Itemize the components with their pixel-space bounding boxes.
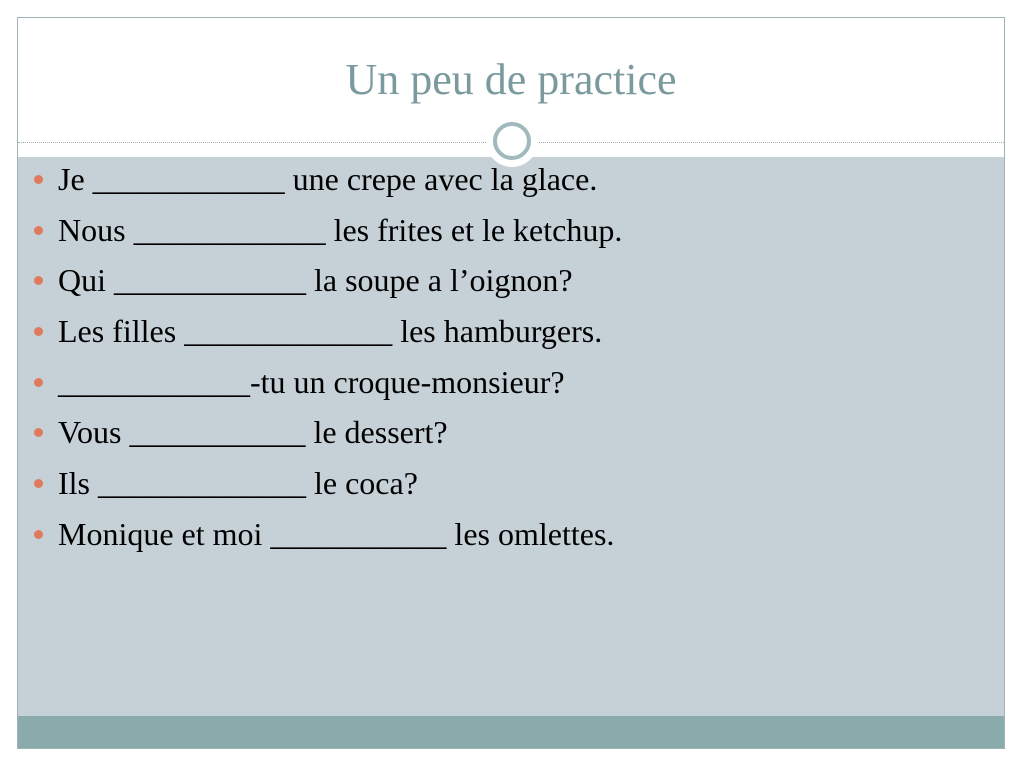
bullet-dot-icon: [34, 428, 43, 437]
footer-bar: [18, 716, 1004, 749]
list-item: [30, 515, 622, 566]
list-item: [30, 211, 622, 262]
list-item-text: Qui ____________ la soupe a l’oignon?: [58, 262, 573, 299]
list-item: [30, 413, 622, 464]
list-item-text: Nous ____________ les frites et le ketchup.: [58, 211, 623, 248]
bullet-dot-icon: [34, 226, 43, 235]
slide-title: Un peu de practice: [345, 55, 677, 104]
bullet-dot-icon: [34, 175, 43, 184]
list-item-text: Monique et moi ___________ les omlettes.: [58, 515, 615, 552]
list-item-text: Les filles _____________ les hamburgers.: [58, 313, 603, 350]
list-item: [30, 261, 622, 312]
bullet-dot-icon: [34, 276, 43, 285]
list-item-text: ____________-tu un croque-monsieur?: [58, 363, 565, 400]
bullet-dot-icon: [34, 327, 43, 336]
list-item: [30, 312, 622, 363]
list-item-text: Je ____________ une crepe avec la glace.: [58, 161, 598, 197]
list-item: [30, 464, 622, 515]
list-item: [30, 160, 622, 211]
bullet-dot-icon: [34, 530, 43, 539]
bullet-list: [30, 160, 622, 566]
list-item-text: Vous ___________ le dessert?: [58, 414, 448, 451]
list-item-text: Ils _____________ le coca?: [58, 465, 418, 502]
circle-ring: [493, 122, 531, 160]
list-item: [30, 363, 622, 414]
bullet-dot-icon: [34, 378, 43, 387]
bullet-dot-icon: [34, 479, 43, 488]
